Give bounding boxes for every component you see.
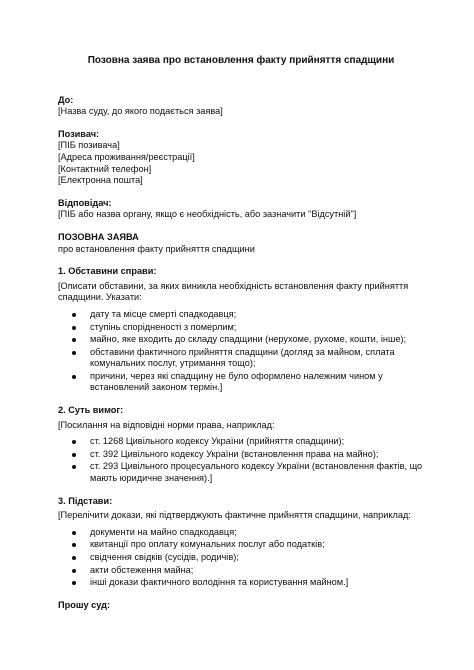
list-item-text-cont: мають юридичне значення).] — [90, 473, 213, 484]
plaintiff-block — [58, 129, 424, 187]
list-item-text: свідчення свідків (сусідів, родичів); — [90, 552, 239, 562]
list-item-text: ст. 392 Цивільного кодексу України (встановлення права на майно); — [90, 448, 379, 459]
bullet-icon — [72, 556, 76, 560]
list-item-text: причини, через які спадщину не було оформлено належним чином у — [90, 370, 383, 381]
bullet-icon — [72, 351, 76, 355]
list-item-text: квитанції про оплату комунальних послуг або податків; — [90, 539, 325, 550]
section-circumstances — [58, 266, 424, 394]
request-label: Прошу суд: — [58, 599, 111, 610]
list-item — [72, 577, 424, 589]
bullet-icon — [72, 465, 76, 469]
bullet-icon — [72, 326, 76, 330]
list-item-text: ст. 293 Цивільного процесуального кодексу України (встановлення фактів, що — [90, 461, 423, 472]
circumstances-list — [58, 309, 424, 394]
bullet-icon — [72, 569, 76, 573]
section-claims-intro: [Посилання на відповідні норми права, наприклад: — [58, 419, 275, 430]
section-claims — [58, 405, 424, 485]
plaintiff-address: [Адреса проживання/реєстрації] — [58, 151, 195, 162]
section-grounds — [58, 496, 424, 589]
list-item — [72, 334, 424, 346]
list-item — [72, 552, 424, 564]
section-circumstances-heading: 1. Обставини справи: — [58, 266, 157, 277]
plaintiff-email: [Електронна пошта] — [58, 175, 143, 186]
list-item — [72, 309, 424, 321]
bullet-icon — [72, 375, 76, 379]
court-name: [Назва суду, до якого подається заява] — [58, 106, 223, 117]
list-item — [72, 371, 424, 394]
bullet-icon — [72, 440, 76, 444]
plaintiff-label: Позивач: — [58, 128, 100, 139]
claim-block — [58, 232, 424, 255]
section-circumstances-intro-cont: спадщини. Указати: — [58, 292, 142, 303]
request-block — [58, 600, 424, 612]
list-item-text: дату та місце смерті спадкодавця; — [90, 308, 237, 319]
section-grounds-intro: [Перелічити докази, які підтверджують фактичне прийняття спадщини, наприклад: — [58, 510, 411, 521]
list-item-text-cont: встановлений законом термін.] — [90, 382, 223, 393]
court-label: До: — [58, 94, 74, 105]
list-item — [72, 527, 424, 539]
section-grounds-heading: 3. Підстави: — [58, 495, 113, 506]
list-item-text: майно, яке входить до складу спадщини (нерухоме, рухоме, кошти, інше); — [90, 334, 407, 345]
defendant-block — [58, 198, 424, 221]
bullet-icon — [72, 581, 76, 585]
list-item-text: документи на майно спадкодавця; — [90, 526, 237, 537]
list-item — [72, 322, 424, 334]
list-item-text: обставини фактичного прийняття спадщини (догляд за майном, сплата — [90, 346, 395, 357]
list-item-text: акти обстеження майна; — [90, 564, 194, 575]
section-circumstances-intro: [Описати обставини, за яких виникла необхідність встановлення факту прийняття — [58, 280, 409, 291]
list-item-text-cont: комунальних послуг, утримання тощо); — [90, 358, 256, 369]
document-title: Позовна заява про встановлення факту прийняття спадщини — [87, 55, 395, 66]
plaintiff-phone: [Контактний телефон] — [58, 163, 152, 174]
bullet-icon — [72, 453, 76, 457]
defendant-name: [ПІБ або назва органу, якщо є необхідність, або зазначити "Відсутній"] — [58, 209, 357, 220]
grounds-list — [58, 527, 424, 589]
list-item-text: ст. 1268 Цивільного кодексу України (прийняття спадщини); — [90, 436, 345, 447]
bullet-icon — [72, 543, 76, 547]
list-item — [72, 436, 424, 448]
defendant-label: Відповідач: — [58, 197, 112, 208]
bullet-icon — [72, 338, 76, 342]
plaintiff-name: [ПІБ позивача] — [58, 140, 120, 151]
list-item — [72, 539, 424, 551]
claims-list — [58, 436, 424, 484]
list-item — [72, 347, 424, 370]
claim-subtitle: про встановлення факту прийняття спадщини — [58, 243, 255, 254]
bullet-icon — [72, 531, 76, 535]
list-item — [72, 565, 424, 577]
list-item — [72, 449, 424, 461]
list-item-text: ступінь спорідненості з померлим; — [90, 321, 237, 332]
court-block — [58, 95, 424, 118]
section-claims-heading: 2. Суть вимог: — [58, 405, 124, 416]
list-item-text: інші докази фактичного володіння та користування майном.] — [90, 577, 349, 588]
bullet-icon — [72, 313, 76, 317]
list-item — [72, 461, 424, 484]
claim-title: ПОЗОВНА ЗАЯВА — [58, 231, 139, 242]
